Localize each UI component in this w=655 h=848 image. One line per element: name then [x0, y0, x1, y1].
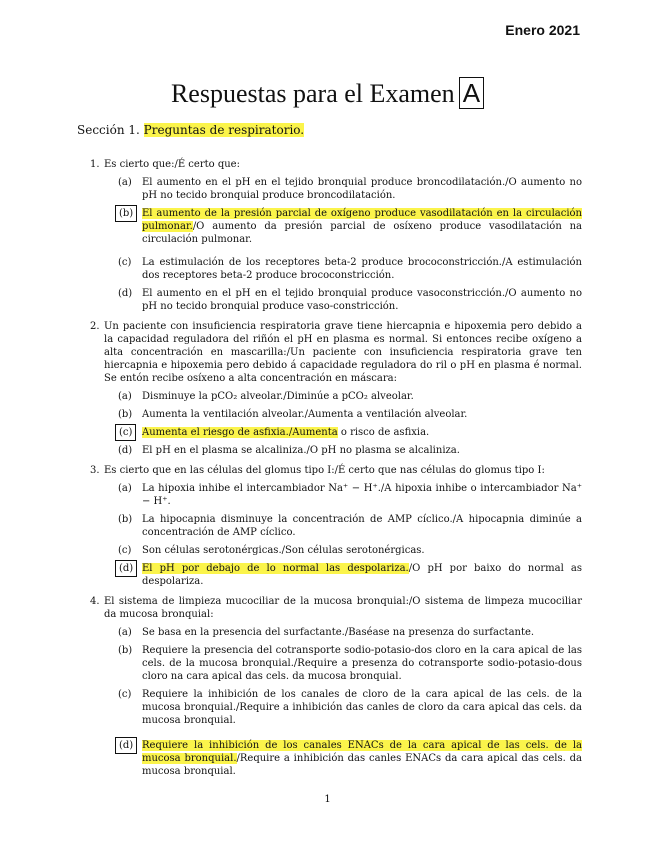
option-rest: Aumenta la ventilación alveolar./Aumenta a ventilación alveolar. — [142, 409, 468, 420]
option-rest: Se basa en la presencia del surfactante./Baséase na presenza do surfactante. — [142, 627, 535, 638]
option-rest: La estimulación de los receptores beta-2 produce brococonstricción./A estimulación dos receptores beta-2 produce brococonstricción. — [142, 257, 582, 281]
option-highlight: Requiere la inhibición de los canales ENACs de la cara apical de las cels. de la mucosa bronquial. — [142, 740, 582, 764]
option-text — [142, 176, 582, 202]
question-text: Es cierto que en las células del glomus tipo I:/É certo que nas células do glomus tipo I: — [104, 465, 545, 476]
option-highlight: Aumenta el riesgo de asfixia./Aumenta — [142, 427, 338, 438]
option-text — [142, 482, 582, 508]
option-text — [142, 562, 582, 588]
option-rest: /O pH por baixo do normal as despolariza. — [142, 563, 582, 587]
option-rest: El aumento en el pH en el tejido bronquial produce vasoconstricción./O aumento no pH no tecido bronquial produce vaso-constricción. — [142, 288, 582, 312]
option-label: (a) — [118, 627, 132, 638]
option-rest: El aumento en el pH en el tejido bronquial produce broncodilatación./O aumento no pH no tecido bronquial produce broncodilatación. — [142, 177, 582, 201]
option-label: (d) — [115, 737, 137, 754]
option-text — [142, 626, 582, 639]
option-rest: /Require a inhibición das canles ENACs da cara apical das cels. da mucosa bronquial. — [142, 753, 583, 777]
exam-date: Enero 2021 — [505, 22, 580, 38]
option-highlight: El pH por debajo de lo normal las despolariza. — [142, 563, 409, 574]
question-number: 3. — [90, 465, 100, 476]
option-rest: La hipoxia inhibe el intercambiador Na⁺ − H⁺./A hipoxia inhibe o intercambiador Na⁺ − H⁺. — [142, 483, 582, 507]
questions-list — [90, 158, 582, 785]
option-text — [142, 444, 582, 457]
option-text — [142, 739, 582, 778]
answer-option — [104, 287, 582, 313]
section-label: Sección 1. — [77, 123, 140, 137]
answer-option — [104, 408, 582, 421]
option-label: (c) — [115, 424, 136, 441]
title-text: Respuestas para el Examen — [170, 79, 455, 108]
option-label: (c) — [118, 545, 132, 556]
option-text — [142, 390, 582, 403]
option-rest: Son células serotonérgicas./Son células serotonérgicas. — [142, 545, 425, 556]
answer-option-correct — [104, 426, 582, 439]
option-text — [142, 287, 582, 313]
answer-option-correct — [104, 739, 582, 778]
question-number: 4. — [90, 596, 100, 607]
option-rest: Disminuye la pCO₂ alveolar./Diminúe a pCO₂ alveolar. — [142, 391, 414, 402]
option-label: (b) — [115, 205, 137, 222]
page-number: 1 — [324, 794, 331, 805]
option-label: (b) — [118, 409, 133, 420]
option-rest: Requiere la presencia del cotransporte sodio-potasio-dos cloro en la cara apical de las cels. de la mucosa bronquial./Require a presenza do cotransporte sodio-potasio-dous cloro na cara apical das cels. da mucosa bronquial. — [142, 645, 582, 682]
question — [90, 320, 582, 457]
option-text — [142, 688, 582, 727]
option-text — [142, 544, 582, 557]
option-rest: La hipocapnia disminuye la concentración de AMP cíclico./A hipocapnia diminúe a concentración de AMP cíclico. — [142, 514, 582, 538]
option-text — [142, 408, 582, 421]
option-rest: El pH en el plasma se alcaliniza./O pH no plasma se alcaliniza. — [142, 445, 460, 456]
question — [90, 464, 582, 588]
option-label: (c) — [118, 257, 132, 268]
option-text — [142, 256, 582, 282]
question-number: 2. — [90, 321, 100, 332]
option-rest: /O aumento da presión parcial de osíxeno produce vasodilatación na circulación pulmonar. — [142, 221, 582, 245]
answer-option — [104, 544, 582, 557]
page-title — [0, 78, 655, 109]
option-label: (d) — [118, 288, 133, 299]
option-label: (b) — [118, 514, 133, 525]
question-number: 1. — [90, 159, 100, 170]
option-label: (c) — [118, 689, 132, 700]
answer-option — [104, 176, 582, 202]
answer-option — [104, 256, 582, 282]
section-heading — [77, 123, 304, 137]
answer-option — [104, 444, 582, 457]
option-text — [142, 644, 582, 683]
answer-option — [104, 390, 582, 403]
answer-option — [104, 482, 582, 508]
answer-option — [104, 626, 582, 639]
option-label: (d) — [115, 560, 137, 577]
answer-option — [104, 513, 582, 539]
option-label: (b) — [118, 645, 133, 656]
exam-letter-box: A — [459, 77, 484, 109]
option-highlight: El aumento de la presión parcial de oxígeno produce vasodilatación en la circulación pulmonar. — [142, 208, 582, 232]
question — [90, 158, 582, 313]
section-title: Preguntas de respiratorio. — [143, 123, 305, 137]
answer-option — [104, 644, 582, 683]
answer-option-correct — [104, 207, 582, 246]
option-label: (a) — [118, 391, 132, 402]
option-label: (a) — [118, 483, 132, 494]
option-text — [142, 207, 582, 246]
question — [90, 595, 582, 778]
answer-option — [104, 688, 582, 727]
question-text: El sistema de limpieza mucociliar de la mucosa bronquial:/O sistema de limpeza mucociliar da mucosa bronquial: — [104, 596, 582, 620]
question-text: Un paciente con insuficiencia respiratoria grave tiene hiercapnia e hipoxemia pero debido a la capacidad reguladora del riñón el pH en plasma es normal. Si entonces recibe oxígeno a alta concentración en mascarilla:/Un paciente con insuficiencia respiratoria grave ten hiercapnia e hipoxemia pero debido á capacidade reguladora do ril o pH en plasma é normal. Se entón recibe osíxeno a alta concentración en máscara: — [104, 321, 582, 384]
option-rest: o risco de asfixia. — [337, 427, 430, 438]
option-text — [142, 426, 582, 439]
option-label: (d) — [118, 445, 133, 456]
answer-option-correct — [104, 562, 582, 588]
option-rest: Requiere la inhibición de los canales de cloro de la cara apical de las cels. de la mucosa bronquial./Require a inhibición das canles de cloro da cara apical das cels. da mucosa bronquial. — [142, 689, 582, 726]
option-label: (a) — [118, 177, 132, 188]
question-text: Es cierto que:/É certo que: — [104, 159, 240, 170]
option-text — [142, 513, 582, 539]
